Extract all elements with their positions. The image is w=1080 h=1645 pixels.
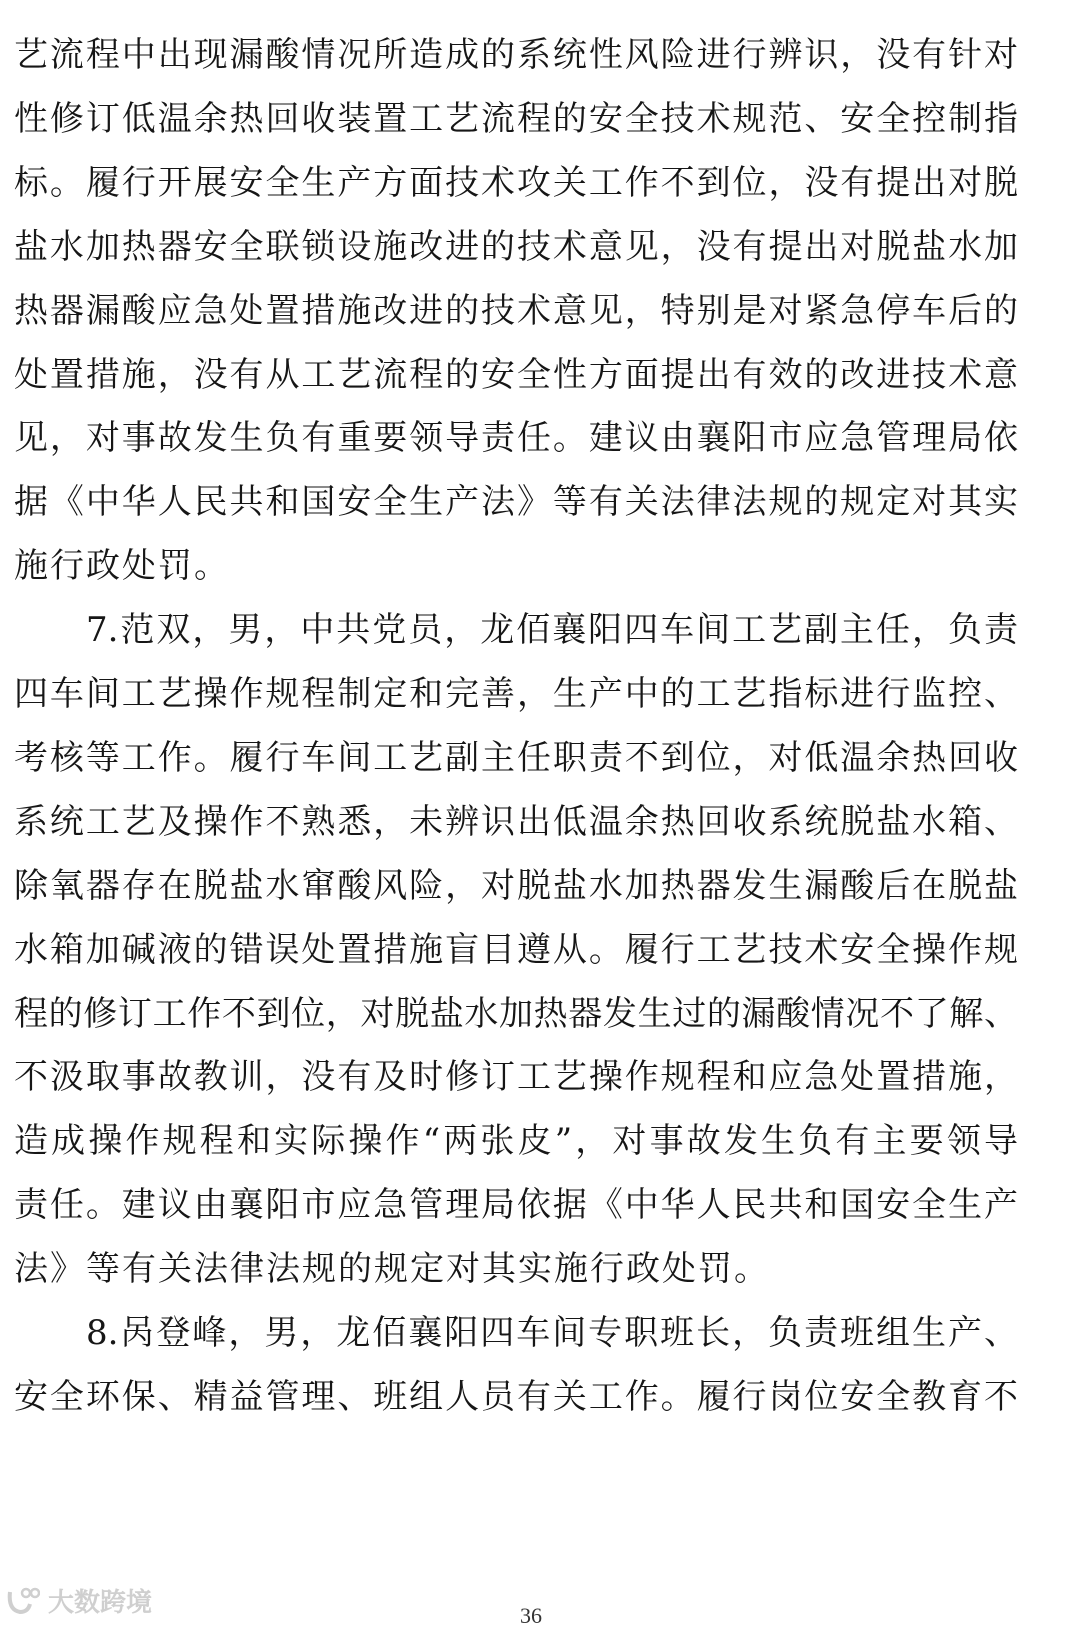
paragraph-line: 不汲取事故教训，没有及时修订工艺操作规程和应急处置措施，	[14, 1057, 1018, 1098]
paragraph-line: 责任。建议由襄阳市应急管理局依据《中华人民共和国安全生产	[14, 1185, 1018, 1226]
paragraph-line: 造成操作规程和实际操作“两张皮”，对事故发生负有主要领导	[14, 1121, 1018, 1162]
paragraph-line: 考核等工作。履行车间工艺副主任职责不到位，对低温余热回收	[14, 737, 1018, 778]
paragraph-line: 盐水加热器安全联锁设施改进的技术意见，没有提出对脱盐水加	[14, 226, 1018, 267]
paragraph-line: 水箱加碱液的错误处置措施盲目遵从。履行工艺技术安全操作规	[14, 929, 1018, 970]
paragraph-line: 系统工艺及操作不熟悉，未辨识出低温余热回收系统脱盐水箱、	[14, 801, 1018, 842]
paragraph-line: 处置措施，没有从工艺流程的安全性方面提出有效的改进技术意	[14, 354, 1018, 395]
paragraph-first-line: 7.范双，男，中共党员，龙佰襄阳四车间工艺副主任，负责	[86, 610, 1018, 651]
paragraph-line: 程的修订工作不到位，对脱盐水加热器发生过的漏酸情况不了解、	[14, 993, 1018, 1034]
page-number: 36	[520, 1603, 542, 1628]
watermark	[6, 1582, 152, 1619]
paragraph-line: 据《中华人民共和国安全生产法》等有关法律法规的规定对其实	[14, 482, 1018, 523]
watermark-logo-icon	[6, 1586, 40, 1616]
paragraph-line: 见，对事故发生负有重要领导责任。建议由襄阳市应急管理局依	[14, 418, 1018, 459]
paragraph-first-line: 艺流程中出现漏酸情况所造成的系统性风险进行辨识，没有针对	[14, 35, 1018, 75]
watermark-text: 大数跨境	[48, 1587, 153, 1617]
paragraph-line: 除氧器存在脱盐水窜酸风险，对脱盐水加热器发生漏酸后在脱盐	[14, 865, 1018, 906]
paragraph-first-line: 8.呙登峰，男，龙佰襄阳四车间专职班长，负责班组生产、	[86, 1313, 1018, 1353]
paragraph-line: 标。履行开展安全生产方面技术攻关工作不到位，没有提出对脱	[14, 162, 1018, 203]
paragraph-line: 施行政处罚。	[14, 546, 230, 587]
paragraph-line: 法》等有关法律法规的规定对其实施行政处罚。	[14, 1249, 770, 1290]
paragraph-line: 安全环保、精益管理、班组人员有关工作。履行岗位安全教育不	[14, 1376, 1018, 1417]
paragraph-line: 热器漏酸应急处置措施改进的技术意见，特别是对紧急停车后的	[14, 290, 1018, 331]
paragraph-line: 四车间工艺操作规程制定和完善，生产中的工艺指标进行监控、	[14, 674, 1018, 714]
paragraph-line: 性修订低温余热回收装置工艺流程的安全技术规范、安全控制指	[14, 98, 1018, 139]
